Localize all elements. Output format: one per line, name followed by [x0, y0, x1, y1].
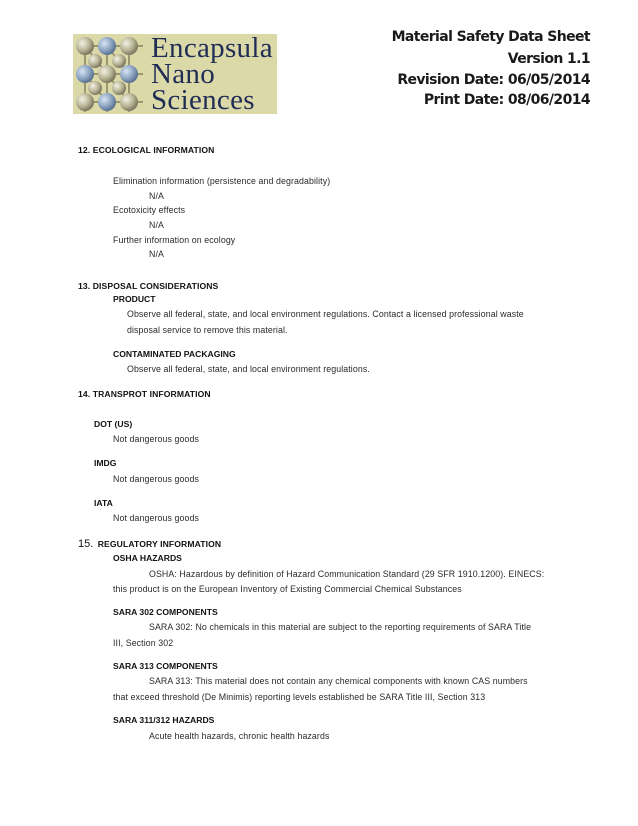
section-15-heading	[78, 534, 221, 552]
further-ecology-label: Further information on ecology	[113, 235, 236, 245]
iata-subheading: IATA	[94, 498, 113, 508]
osha-text-line-2: this product is on the European Inventory of Existing Commercial Chemical Substances	[113, 584, 462, 594]
further-ecology-value: N/A	[149, 249, 164, 259]
logo-word-nano: Nano	[151, 58, 216, 90]
section-15-number: 15.	[78, 538, 94, 550]
imdg-value: Not dangerous goods	[113, 474, 200, 484]
section-15-title: REGULATORY INFORMATION	[97, 539, 222, 549]
contaminated-packaging-subheading: CONTAMINATED PACKAGING	[113, 349, 236, 359]
sara-302-text-line-2: III, Section 302	[113, 638, 174, 648]
dot-subheading: DOT (US)	[94, 419, 133, 429]
dot-value: Not dangerous goods	[113, 434, 200, 444]
section-12-heading: 12. ECOLOGICAL INFORMATION	[78, 145, 215, 155]
imdg-subheading: IMDG	[94, 458, 117, 468]
product-text-line-2: disposal service to remove this material.	[127, 325, 288, 335]
ecotoxicity-value: N/A	[149, 220, 164, 230]
sara-313-subheading: SARA 313 COMPONENTS	[113, 661, 218, 671]
section-14-heading: 14. TRANSPROT INFORMATION	[78, 389, 211, 399]
section-13-heading: 13. DISPOSAL CONSIDERATIONS	[78, 281, 219, 291]
ecotoxicity-label: Ecotoxicity effects	[113, 205, 186, 215]
document-title: Material Safety Data Sheet	[391, 29, 590, 45]
osha-hazards-subheading: OSHA HAZARDS	[113, 553, 182, 563]
sara-311-312-text: Acute health hazards, chronic health hazards	[149, 731, 330, 741]
elimination-value: N/A	[149, 191, 164, 201]
product-text-line-1: Observe all federal, state, and local environment regulations. Contact a licensed professional waste	[127, 309, 524, 319]
sara-313-text-line-1: SARA 313: This material does not contain any chemical components with known CAS numbers	[149, 676, 528, 686]
sara-302-text-line-1: SARA 302: No chemicals in this material are subject to the reporting requirements of SARA Title	[149, 622, 532, 632]
sara-311-312-subheading: SARA 311/312 HAZARDS	[113, 715, 215, 725]
document-version: Version 1.1	[507, 51, 590, 67]
logo-word-encapsula: Encapsula	[151, 34, 273, 64]
sara-302-subheading: SARA 302 COMPONENTS	[113, 607, 218, 617]
logo-word-sciences: Sciences	[151, 84, 255, 114]
osha-text-line-1: OSHA: Hazardous by definition of Hazard Communication Standard (29 SFR 1910.1200). EINECS:	[149, 569, 545, 579]
print-date: Print Date: 08/06/2014	[423, 92, 590, 108]
elimination-label: Elimination information (persistence and degradability)	[113, 176, 331, 186]
sara-313-text-line-2: that exceed threshold (De Minimis) reporting levels established be SARA Title III, Section 313	[113, 692, 486, 702]
iata-value: Not dangerous goods	[113, 513, 200, 523]
product-subheading: PRODUCT	[113, 294, 156, 304]
packaging-text: Observe all federal, state, and local environment regulations.	[127, 364, 370, 374]
revision-date: Revision Date: 06/05/2014	[397, 72, 590, 88]
company-logo	[73, 34, 277, 114]
